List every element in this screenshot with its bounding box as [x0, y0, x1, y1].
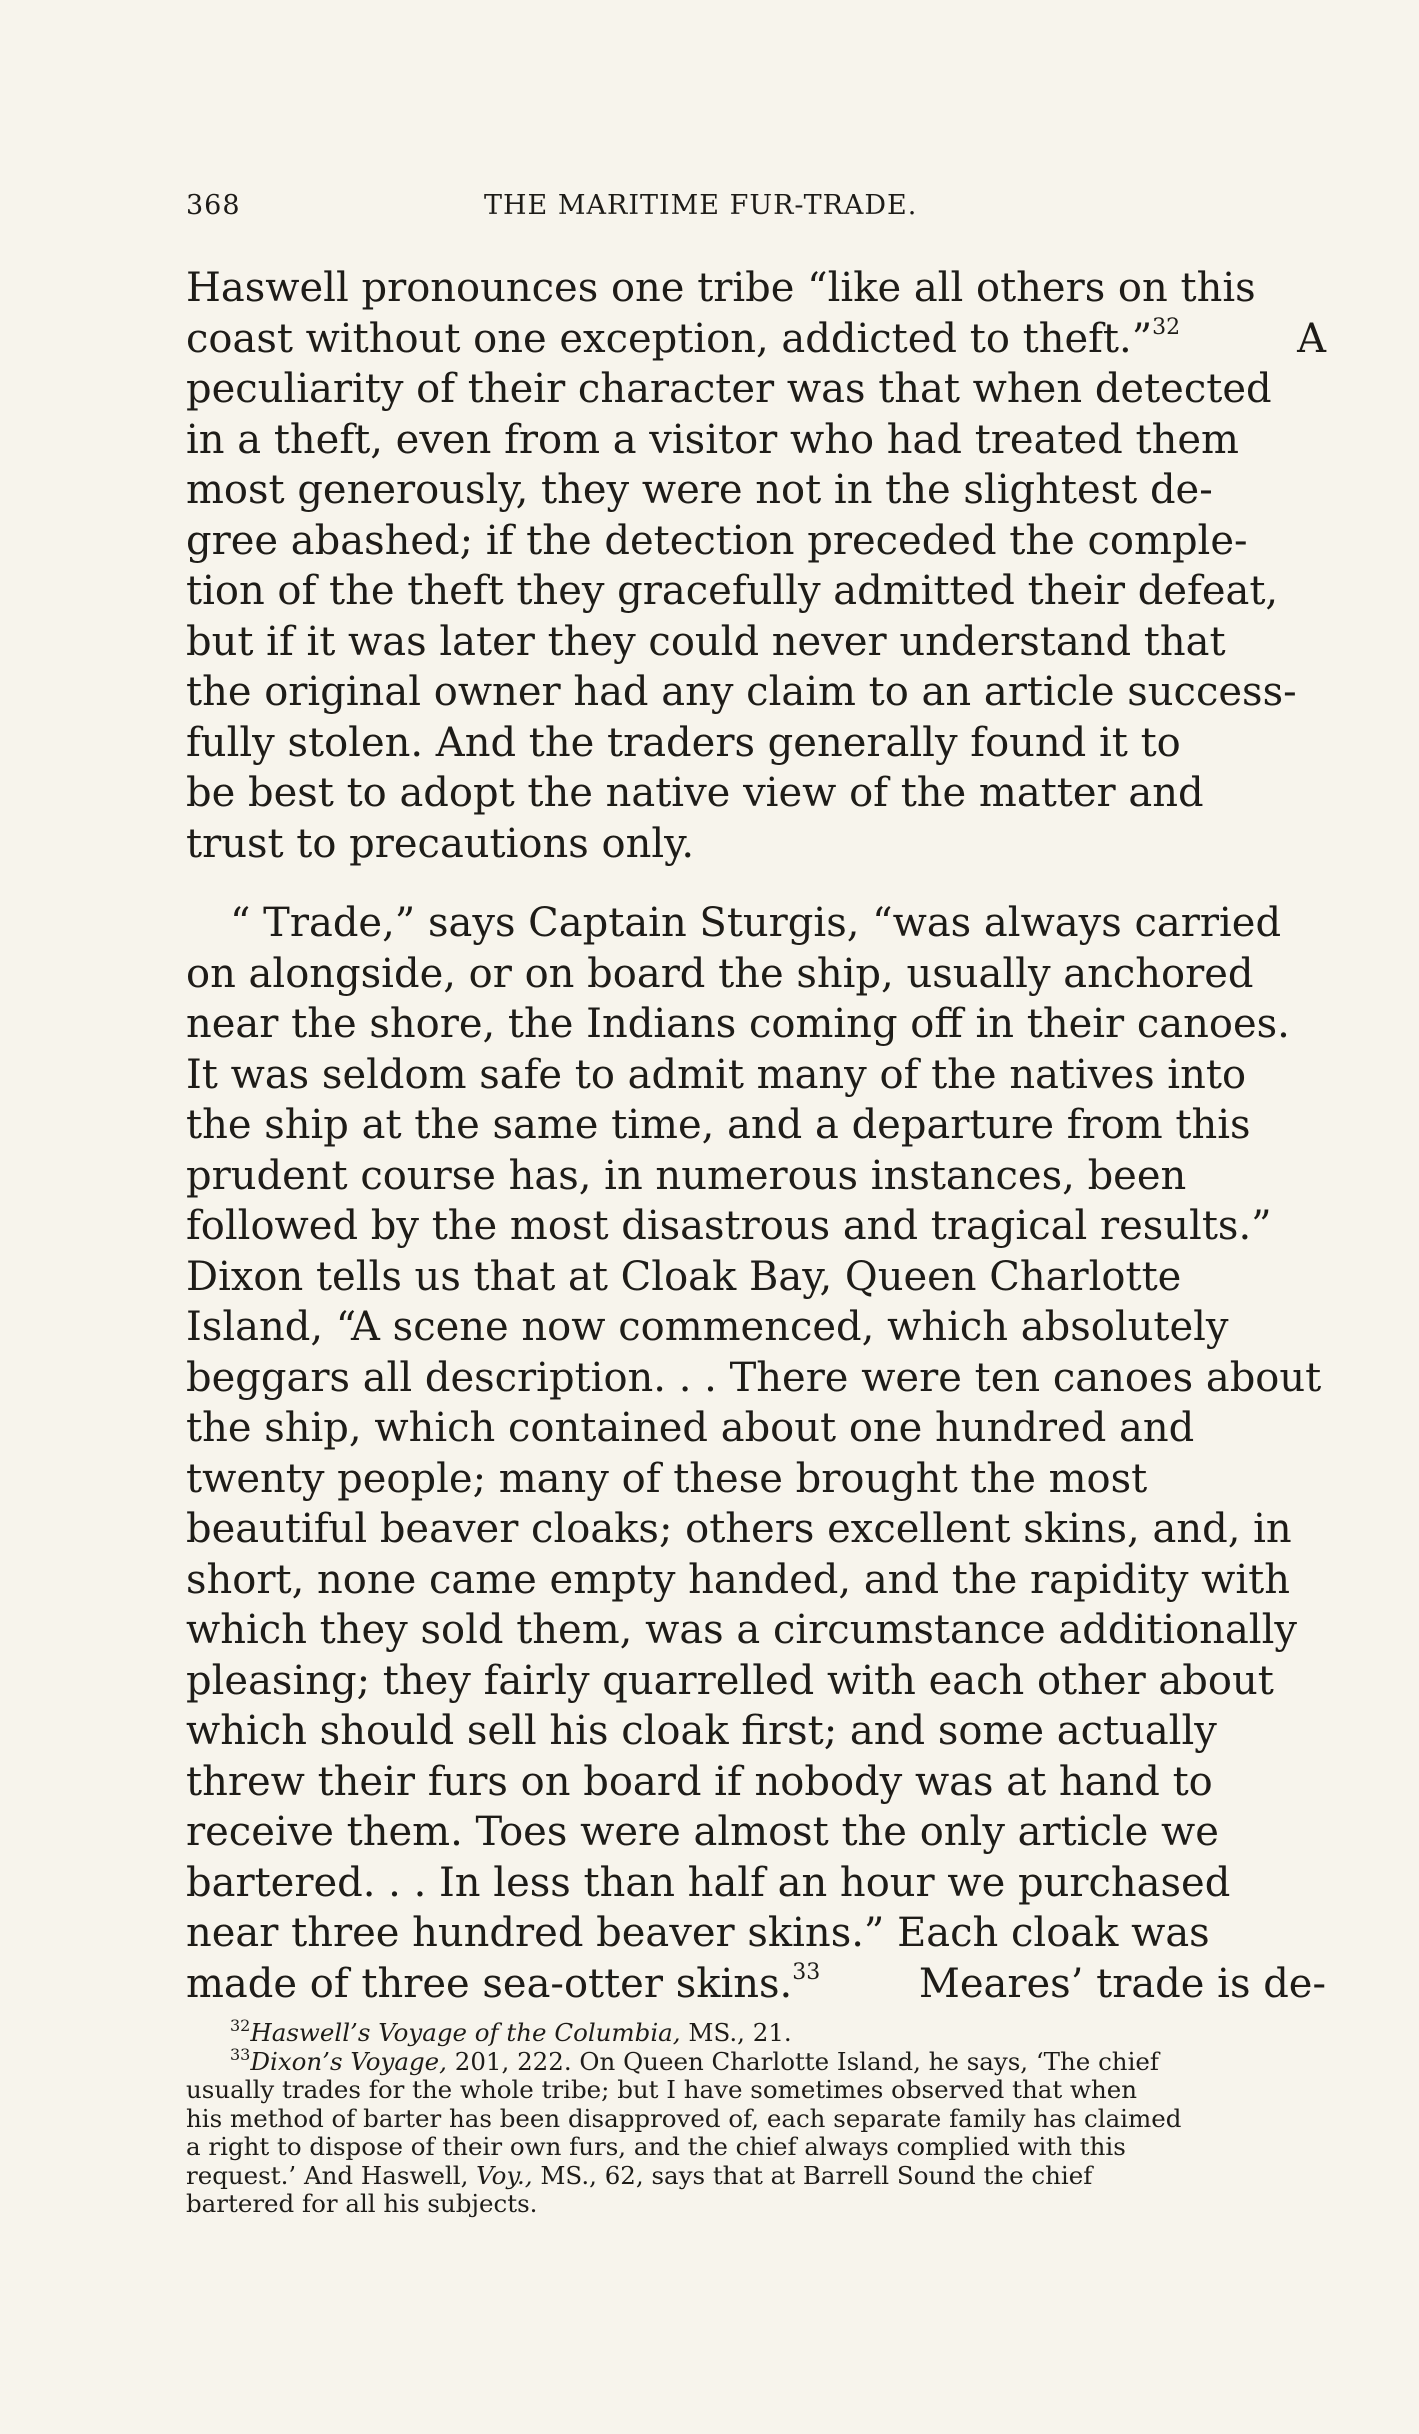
- text-line: Dixon tells us that at Cloak Bay, Queen Charlotte: [186, 1253, 1182, 1300]
- running-title: THE MARITIME FUR-TRADE.: [484, 190, 918, 221]
- footnotes: [186, 2016, 1326, 2219]
- text-line: tion of the theft they gracefully admitted their defeat,: [186, 568, 1279, 614]
- text-line: twenty people; many of these brought the most: [186, 1455, 1148, 1502]
- text-line: receive them. Toes were almost the only article we: [186, 1809, 1219, 1855]
- text-line: the ship, which contained about one hundred and: [186, 1405, 1195, 1451]
- footnote-32: $^{32}$Haswell’s Voyage of the Columbia, MS., 21.: [230, 2016, 792, 2047]
- text-line: but if it was later they could never understand that: [186, 618, 1226, 665]
- footnote-ref-32: 32: [1152, 314, 1181, 340]
- footnote-ref-33: 33: [792, 1959, 821, 1985]
- text-line: trust to precautions only.: [186, 820, 695, 867]
- text-line: beautiful beaver cloaks; others excellent skins, and, in: [186, 1506, 1292, 1552]
- footnote-line: usually trades for the whole tribe; but I have sometimes observed that when: [186, 2075, 1138, 2104]
- running-head: [186, 190, 1326, 230]
- footnote-line: bartered for all his subjects.: [186, 2189, 538, 2218]
- text-line: near three hundred beaver skins.” Each cloak was: [186, 1910, 1210, 1956]
- text-line: “ Trade,” says Captain Sturgis, “was always carried: [230, 900, 1282, 946]
- text-line: peculiarity of their character was that when detected: [186, 366, 1272, 412]
- text-line: Haswell pronounces one tribe “like all others on this: [186, 265, 1256, 311]
- text-line: beggars all description. . . There were ten canoes about: [186, 1354, 1322, 1401]
- text-line: prudent course has, in numerous instances, been: [186, 1152, 1187, 1199]
- text-line: in a theft, even from a visitor who had treated them: [186, 416, 1239, 463]
- text-line: which should sell his cloak first; and some actually: [186, 1708, 1217, 1754]
- footnote-line: request.’ And Haswell, Voy., MS., 62, says that at Barrell Sound the chief: [186, 2160, 1093, 2190]
- text-line: Island, “A scene now commenced, which absolutely: [186, 1304, 1229, 1350]
- text-line: be best to adopt the native view of the matter and: [186, 770, 1204, 816]
- text-line: which they sold them, was a circumstance additionally: [186, 1607, 1297, 1653]
- text-line: the ship at the same time, and a departure from this: [186, 1102, 1251, 1148]
- page-number: 368: [186, 190, 241, 221]
- footnote-line: a right to dispose of their own furs, and the chief always complied with this: [186, 2132, 1126, 2161]
- text-line: pleasing; they fairly quarrelled with each other about: [186, 1657, 1274, 1704]
- footnote-33: $^{33}$Dixon’s Voyage, 201, 222. On Queen Charlotte Island, he says, ‘The chief: [230, 2044, 1159, 2076]
- text-line: followed by the most disastrous and tragical results.”: [186, 1203, 1272, 1249]
- text-line: bartered. . . In less than half an hour we purchased: [186, 1859, 1231, 1906]
- text-line: on alongside, or on board the ship, usually anchored: [186, 950, 1254, 997]
- text-line: threw their furs on board if nobody was at hand to: [186, 1758, 1213, 1805]
- text-line: It was seldom safe to admit many of the natives into: [186, 1051, 1247, 1098]
- text-line: coast without one exception, addicted to theft.”$^{32}$ A: [186, 314, 1326, 362]
- body-text: [186, 263, 1326, 2009]
- text-line: gree abashed; if the detection preceded the comple-: [186, 517, 1248, 564]
- text-line: fully stolen. And the traders generally found it to: [186, 719, 1181, 766]
- text-line: most generously, they were not in the slightest de-: [186, 467, 1213, 513]
- text-line: short, none came empty handed, and the rapidity with: [186, 1556, 1291, 1603]
- text-line: near the shore, the Indians coming off in their canoes.: [186, 1001, 1290, 1047]
- footnote-line: his method of barter has been disapproved of, each separate family has claimed: [186, 2103, 1182, 2133]
- text-line: made of three sea-otter skins.$^{33}$ Meares’ trade is de-: [186, 1959, 1326, 2007]
- text-line: the original owner had any claim to an article success-: [186, 669, 1297, 715]
